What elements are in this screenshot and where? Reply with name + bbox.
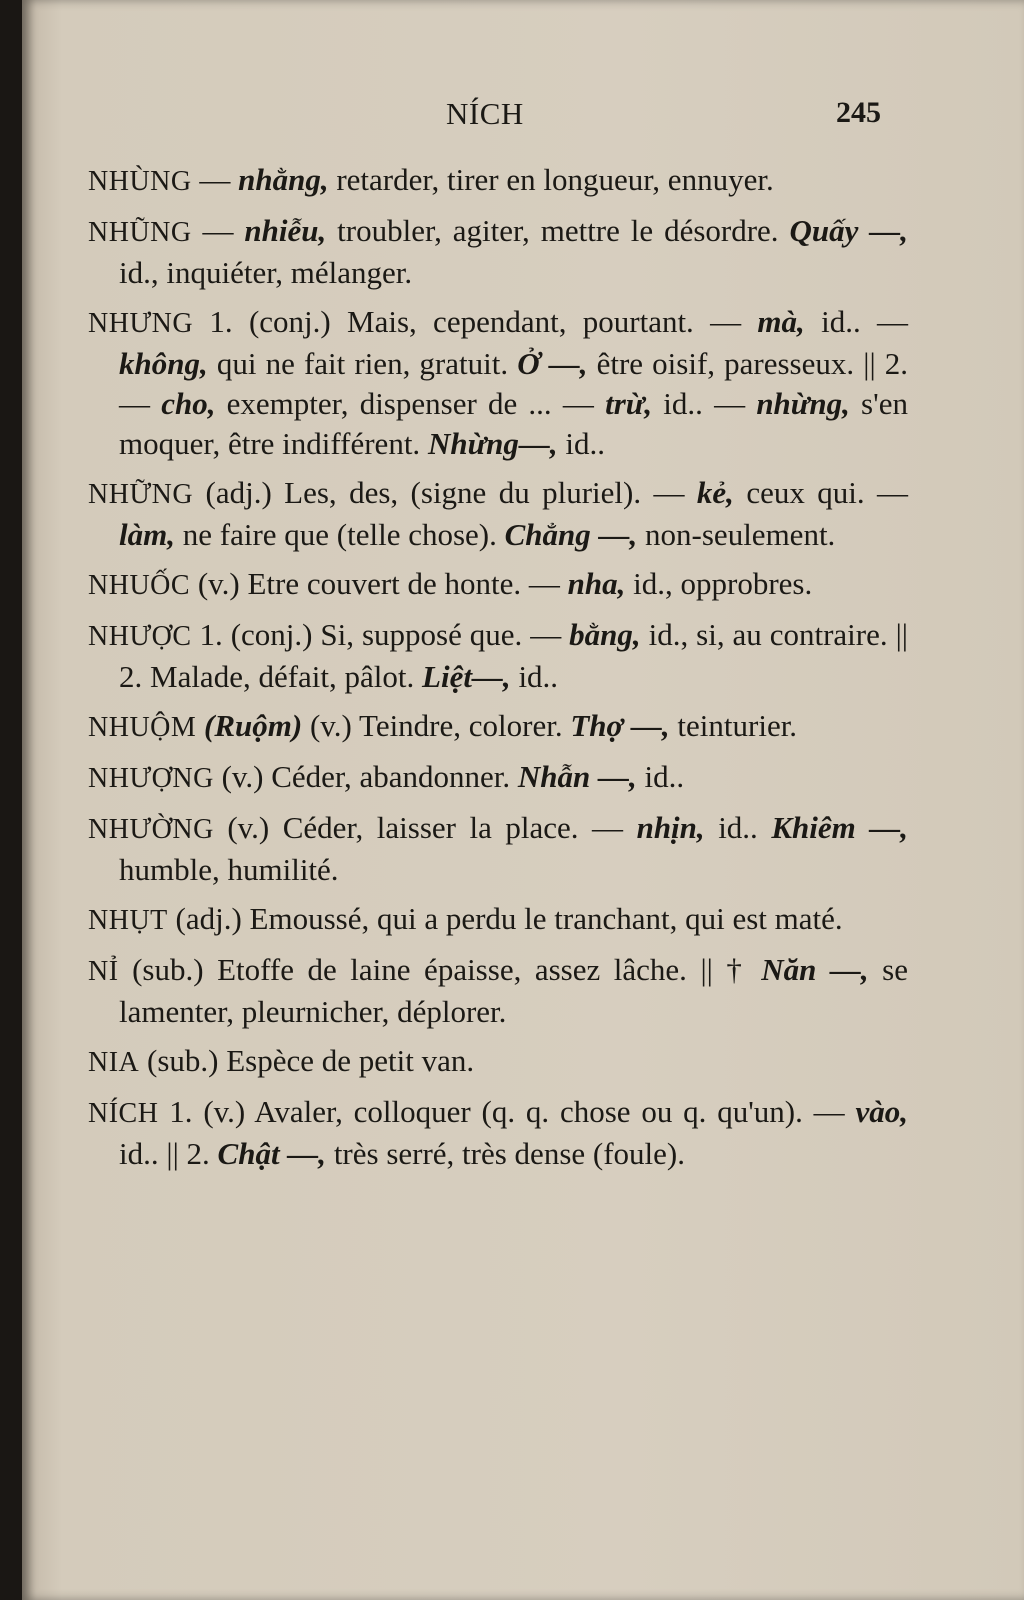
compound-form: Thợ —,: [570, 708, 670, 743]
compound-form: cho,: [161, 386, 216, 421]
compound-form: Nhừng—,: [427, 426, 558, 461]
entry-nhung-3: [88, 302, 908, 464]
entry-text: 1. (conj.) Si, supposé que. —: [191, 617, 570, 652]
headword: NHƯỢC: [88, 621, 192, 652]
compound-form: bằng,: [569, 617, 641, 652]
entry-text: —: [191, 162, 239, 197]
entry-nhut: [88, 899, 908, 941]
headword: NÍCH: [88, 1098, 159, 1129]
entry-text: id., inquiéter, mélanger.: [119, 255, 413, 290]
entry-text: 1. (v.) Avaler, colloquer (q. q. chose ou q. qu'un). —: [158, 1094, 856, 1129]
dictionary-page: [22, 0, 1024, 1600]
entry-text: id.. —: [652, 386, 757, 421]
entry-text: très serré, très dense (foule).: [326, 1136, 685, 1171]
headword: NHƯNG: [88, 308, 194, 339]
page-header: [22, 96, 1024, 136]
page-number: 245: [836, 96, 881, 129]
compound-form: nhừng,: [756, 386, 850, 421]
compound-form: Nhẫn —,: [517, 759, 637, 794]
compound-form: làm,: [119, 517, 175, 552]
entry-nhuong-2: [88, 808, 908, 890]
entry-text: id.. || 2.: [119, 1136, 218, 1171]
headword: NHUỘM: [88, 712, 197, 743]
entry-nich: [88, 1092, 908, 1174]
compound-form: vào,: [855, 1094, 908, 1129]
entry-text: id..: [557, 426, 606, 461]
entry-text: id..: [636, 759, 685, 794]
compound-form: Liệt—,: [422, 659, 511, 694]
entry-text: id..: [704, 810, 772, 845]
entry-nia: [88, 1041, 908, 1083]
entry-text: se lamenter, pleurnicher, déplorer.: [119, 952, 908, 1029]
headword: NHỮNG: [88, 479, 194, 510]
headword: NHỤT: [88, 905, 168, 936]
entry-text: humble, humilité.: [119, 852, 339, 887]
compound-form: Năn —,: [761, 952, 869, 987]
entry-text: troubler, agiter, mettre le désordre.: [326, 213, 790, 248]
compound-form: không,: [119, 346, 208, 381]
entry-text: ceux qui. —: [733, 475, 908, 510]
compound-form: Ở —,: [517, 346, 588, 381]
entry-list: [88, 160, 908, 1183]
entry-nhung-4: [88, 473, 908, 555]
entry-ni: [88, 950, 908, 1032]
entry-text: ne faire que (telle chose).: [174, 517, 505, 552]
entry-text: id., opprobres.: [625, 566, 813, 601]
headword: NIA: [88, 1047, 140, 1078]
entry-text: (v.) Etre couvert de honte. —: [190, 566, 568, 601]
entry-text: retarder, tirer en longueur, ennuyer.: [328, 162, 774, 197]
compound-form: Chật —,: [217, 1136, 327, 1171]
entry-text: teinturier.: [669, 708, 798, 743]
entry-text: (sub.) Etoffe de laine épaisse, assez lâche. || †: [118, 952, 762, 987]
variant-form: nhằng,: [238, 162, 329, 197]
headword: NHƯỜNG: [88, 814, 214, 845]
compound-form: mà,: [757, 304, 805, 339]
entry-text: exempter, dispenser de ... —: [215, 386, 606, 421]
compound-form: nha,: [567, 566, 626, 601]
entry-nhuoc-2: [88, 615, 908, 697]
compound-form: Quấy —,: [789, 213, 909, 248]
entry-text: —: [191, 213, 245, 248]
headword: NHƯỢNG: [88, 763, 214, 794]
compound-form: trừ,: [605, 386, 653, 421]
entry-text: (v.) Céder, laisser la place. —: [213, 810, 637, 845]
entry-nhuoc-1: [88, 564, 908, 606]
compound-form: nhịn,: [636, 810, 705, 845]
entry-text: (adj.) Emoussé, qui a perdu le tranchant, qui est maté.: [167, 901, 843, 936]
entry-text: non-seulement.: [637, 517, 836, 552]
headword: NHUỐC: [88, 570, 191, 601]
running-head: NÍCH: [446, 96, 524, 131]
entry-nhung-2: [88, 211, 908, 293]
compound-form: kẻ,: [696, 475, 734, 510]
compound-form: Chẳng —,: [504, 517, 638, 552]
entry-text: [196, 708, 204, 743]
entry-text: (sub.) Espèce de petit van.: [139, 1043, 475, 1078]
entry-text: qui ne fait rien, gratuit.: [207, 346, 518, 381]
entry-nhuong-1: [88, 757, 908, 799]
entry-text: (v.) Teindre, colorer.: [302, 708, 571, 743]
compound-form: Khiêm —,: [771, 810, 908, 845]
entry-text: id., si, au contraire. || 2. Malade, défait, pâlot.: [119, 617, 908, 694]
variant-form: (Ruộm): [204, 708, 303, 743]
headword: NỈ: [88, 956, 119, 987]
headword: NHÙNG: [88, 166, 192, 197]
entry-nhung-1: [88, 160, 908, 202]
entry-text: (adj.) Les, des, (signe du pluriel). —: [193, 475, 697, 510]
entry-text: s'en moquer, être indifférent.: [119, 386, 908, 461]
entry-text: id..: [510, 659, 559, 694]
variant-form: nhiễu,: [244, 213, 327, 248]
entry-text: 1. (conj.) Mais, cependant, pourtant. —: [193, 304, 758, 339]
headword: NHŨNG: [88, 217, 192, 248]
entry-text: id.. —: [804, 304, 908, 339]
entry-nhuom: [88, 706, 908, 748]
entry-text: (v.) Céder, abandonner.: [213, 759, 518, 794]
entry-text: être oisif, paresseux. || 2. —: [119, 346, 909, 421]
